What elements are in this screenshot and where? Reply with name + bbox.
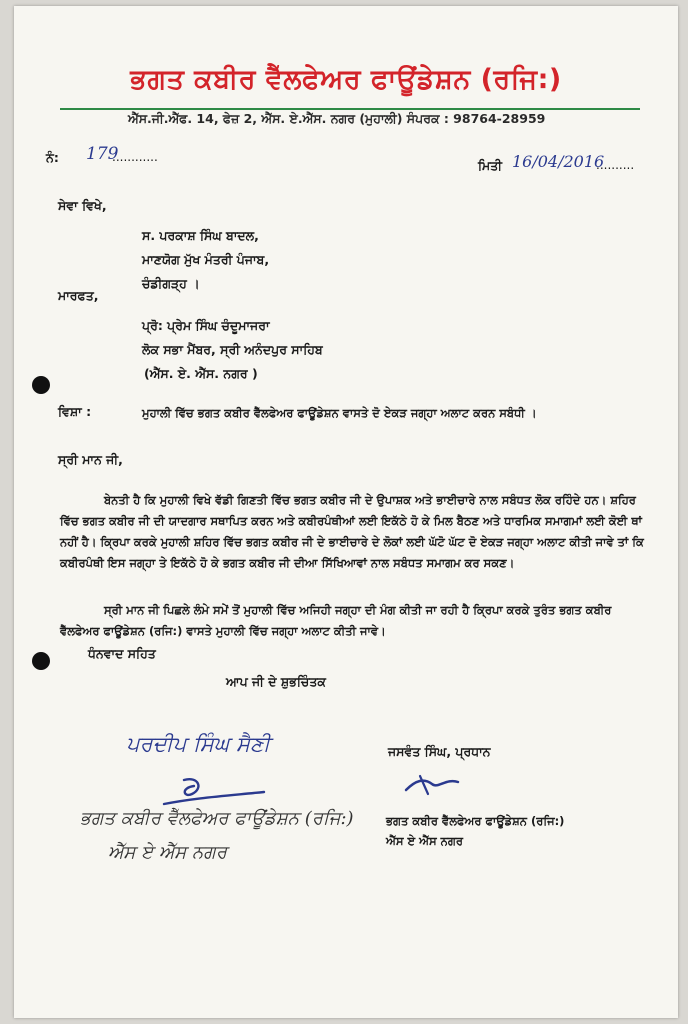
ref-number: 179	[86, 144, 119, 164]
salutation-line: ਸੇਵਾ ਵਿਖੇ,	[58, 198, 107, 213]
subject-label: ਵਿਸ਼ਾ :	[58, 404, 92, 419]
stamp-org-line: ਭਗਤ ਕਬੀਰ ਵੈੱਲਫੇਅਰ ਫਾਊਂਡੇਸ਼ਨ (ਰਜਿ:)	[386, 814, 565, 828]
ref-dots: ............	[112, 150, 158, 164]
closing-thanks: ਧੰਨਵਾਦ ਸਹਿਤ	[88, 646, 156, 661]
stamp-initial-signature-icon	[154, 774, 274, 810]
via-place: (ਐੱਸ. ਏ. ਐੱਸ. ਨਗਰ )	[144, 366, 258, 381]
via-name: ਪ੍ਰੋ: ਪ੍ਰੇਮ ਸਿੰਘ ਚੰਦੂਮਾਜਰਾ	[142, 318, 270, 333]
printed-signatory-name: ਜਸਵੰਤ ਸਿੰਘ, ਪ੍ਰਧਾਨ	[388, 744, 491, 759]
punch-hole-bottom	[32, 652, 50, 670]
date-value: 16/04/2016	[512, 152, 605, 171]
recipient-place: ਚੰਡੀਗੜ੍ਹ ।	[142, 276, 200, 291]
letterhead-org-name: ਭਗਤ ਕਬੀਰ ਵੈੱਲਫੇਅਰ ਫਾਊਂਡੇਸ਼ਨ (ਰਜਿ:)	[130, 64, 562, 95]
president-signature-icon	[402, 772, 462, 798]
recipient-designation: ਮਾਣਯੋਗ ਮੁੱਖ ਮੰਤਰੀ ਪੰਜਾਬ,	[142, 252, 270, 267]
recipient-name: ਸ. ਪਰਕਾਸ਼ ਸਿੰਘ ਬਾਦਲ,	[142, 228, 259, 243]
date-label: ਮਿਤੀ	[478, 158, 503, 173]
letterhead-address: ਐੱਸ.ਜੀ.ਐੱਫ. 14, ਫੇਜ਼ 2, ਐੱਸ. ਏ.ਐੱਸ. ਨਗਰ (ਮੁਹਾਲੀ) ਸੰਪਰਕ : 98764-28959	[128, 111, 546, 126]
subject-text: ਮੁਹਾਲੀ ਵਿੱਚ ਭਗਤ ਕਬੀਰ ਵੈੱਲਫੇਅਰ ਫਾਊਂਡੇਸ਼ਨ ਵਾਸਤੇ ਦੋ ਏਕੜ ਜਗ੍ਹਾ ਅਲਾਟ ਕਰਨ ਸਬੰਧੀ ।	[142, 406, 537, 420]
via-label: ਮਾਰਫਤ,	[58, 288, 99, 303]
via-designation: ਲੋਕ ਸਭਾ ਮੈਂਬਰ, ਸ੍ਰੀ ਅਨੰਦਪੁਰ ਸਾਹਿਬ	[142, 342, 323, 357]
date-dots: ..........	[596, 158, 635, 172]
body-paragraph-1: ਬੇਨਤੀ ਹੈ ਕਿ ਮੁਹਾਲੀ ਵਿਖੇ ਵੱਡੀ ਗਿਣਤੀ ਵਿੱਚ ਭਗਤ ਕਬੀਰ ਜੀ ਦੇ ਉਪਾਸ਼ਕ ਅਤੇ ਭਾਈਚਾਰੇ ਨਾਲ ਸਬੰਧਤ ਲੋਕ ਰਹਿੰਦੇ ਹਨ। ਸ਼ਹਿਰ ਵਿੱਚ ਭਗਤ ਕਬੀਰ ਜੀ ਦੀ ਯਾਦਗਾਰ ਸਥਾਪਿਤ ਕਰਨ ਅਤੇ ਕਬੀਰਪੰਥੀਆਂ ਲਈ ਇਕੱਠੇ ਹੋ ਕੇ ਮਿਲ ਬੈਠਣ ਅਤੇ ਧਾਰਮਿਕ ਸਮਾਗਮਾਂ ਲਈ ਕੋਈ ਥਾਂ ਨਹੀਂ ਹੈ। ਕ੍ਰਿਪਾ ਕਰਕੇ ਮੁਹਾਲੀ ਸ਼ਹਿਰ ਵਿੱਚ ਭਗਤ ਕਬੀਰ ਜੀ ਦੇ ਭਾਈਚਾਰੇ ਦੇ ਲੋਕਾਂ ਲਈ ਘੱਟੋ ਘੱਟ ਦੋ ਏਕੜ ਜਗ੍ਹਾ ਅਲਾਟ ਕੀਤੀ ਜਾਵੇ ਤਾਂ ਕਿ ਕਬੀਰਪੰਥੀ ਇਸ ਜਗ੍ਹਾ ਤੇ ਇਕੱਠੇ ਹੋ ਕੇ ਭਗਤ ਕਬੀਰ ਜੀ ਦੀਆ ਸਿੱਖਿਆਵਾਂ ਨਾਲ ਸਬੰਧਤ ਸਮਾਗਮ ਕਰ ਸਕਣ।	[60, 493, 644, 570]
letter-page	[14, 6, 678, 1018]
handwritten-signatory-name: ਪਰਦੀਪ ਸਿੰਘ ਸੈਣੀ	[126, 732, 271, 756]
stamp-handwritten-line2: ਐੱਸ ਏ ਐੱਸ ਨਗਰ	[108, 842, 227, 863]
ref-label: ਨੰ:	[46, 150, 59, 165]
stamp-place-line: ਐੱਸ ਏ ਐੱਸ ਨਗਰ	[386, 834, 464, 848]
body-paragraph-2: ਸ੍ਰੀ ਮਾਨ ਜੀ ਪਿਛਲੇ ਲੰਮੇ ਸਮੇਂ ਤੋਂ ਮੁਹਾਲੀ ਵਿੱਚ ਅਜਿਹੀ ਜਗ੍ਹਾ ਦੀ ਮੰਗ ਕੀਤੀ ਜਾ ਰਹੀ ਹੈ ਕ੍ਰਿਪਾ ਕਰਕੇ ਤੁਰੰਤ ਭਗਤ ਕਬੀਰ ਵੈੱਲਫੇਅਰ ਫਾਊਂਡੇਸ਼ਨ (ਰਜਿ:) ਵਾਸਤੇ ਮੁਹਾਲੀ ਵਿੱਚ ਜਗ੍ਹਾ ਅਲਾਟ ਕੀਤੀ ਜਾਵੇ।	[60, 603, 612, 638]
punch-hole-top	[32, 376, 50, 394]
letterhead-divider	[60, 108, 640, 110]
stamp-handwritten-line1: ਭਗਤ ਕਬੀਰ ਵੈੱਲਫੇਅਰ ਫਾਊਂਡੇਸ਼ਨ (ਰਜਿ:)	[80, 808, 354, 829]
greeting: ਸ੍ਰੀ ਮਾਨ ਜੀ,	[58, 452, 123, 467]
closing-well-wisher: ਆਪ ਜੀ ਦੇ ਸ਼ੁਭਚਿੰਤਕ	[226, 674, 326, 689]
